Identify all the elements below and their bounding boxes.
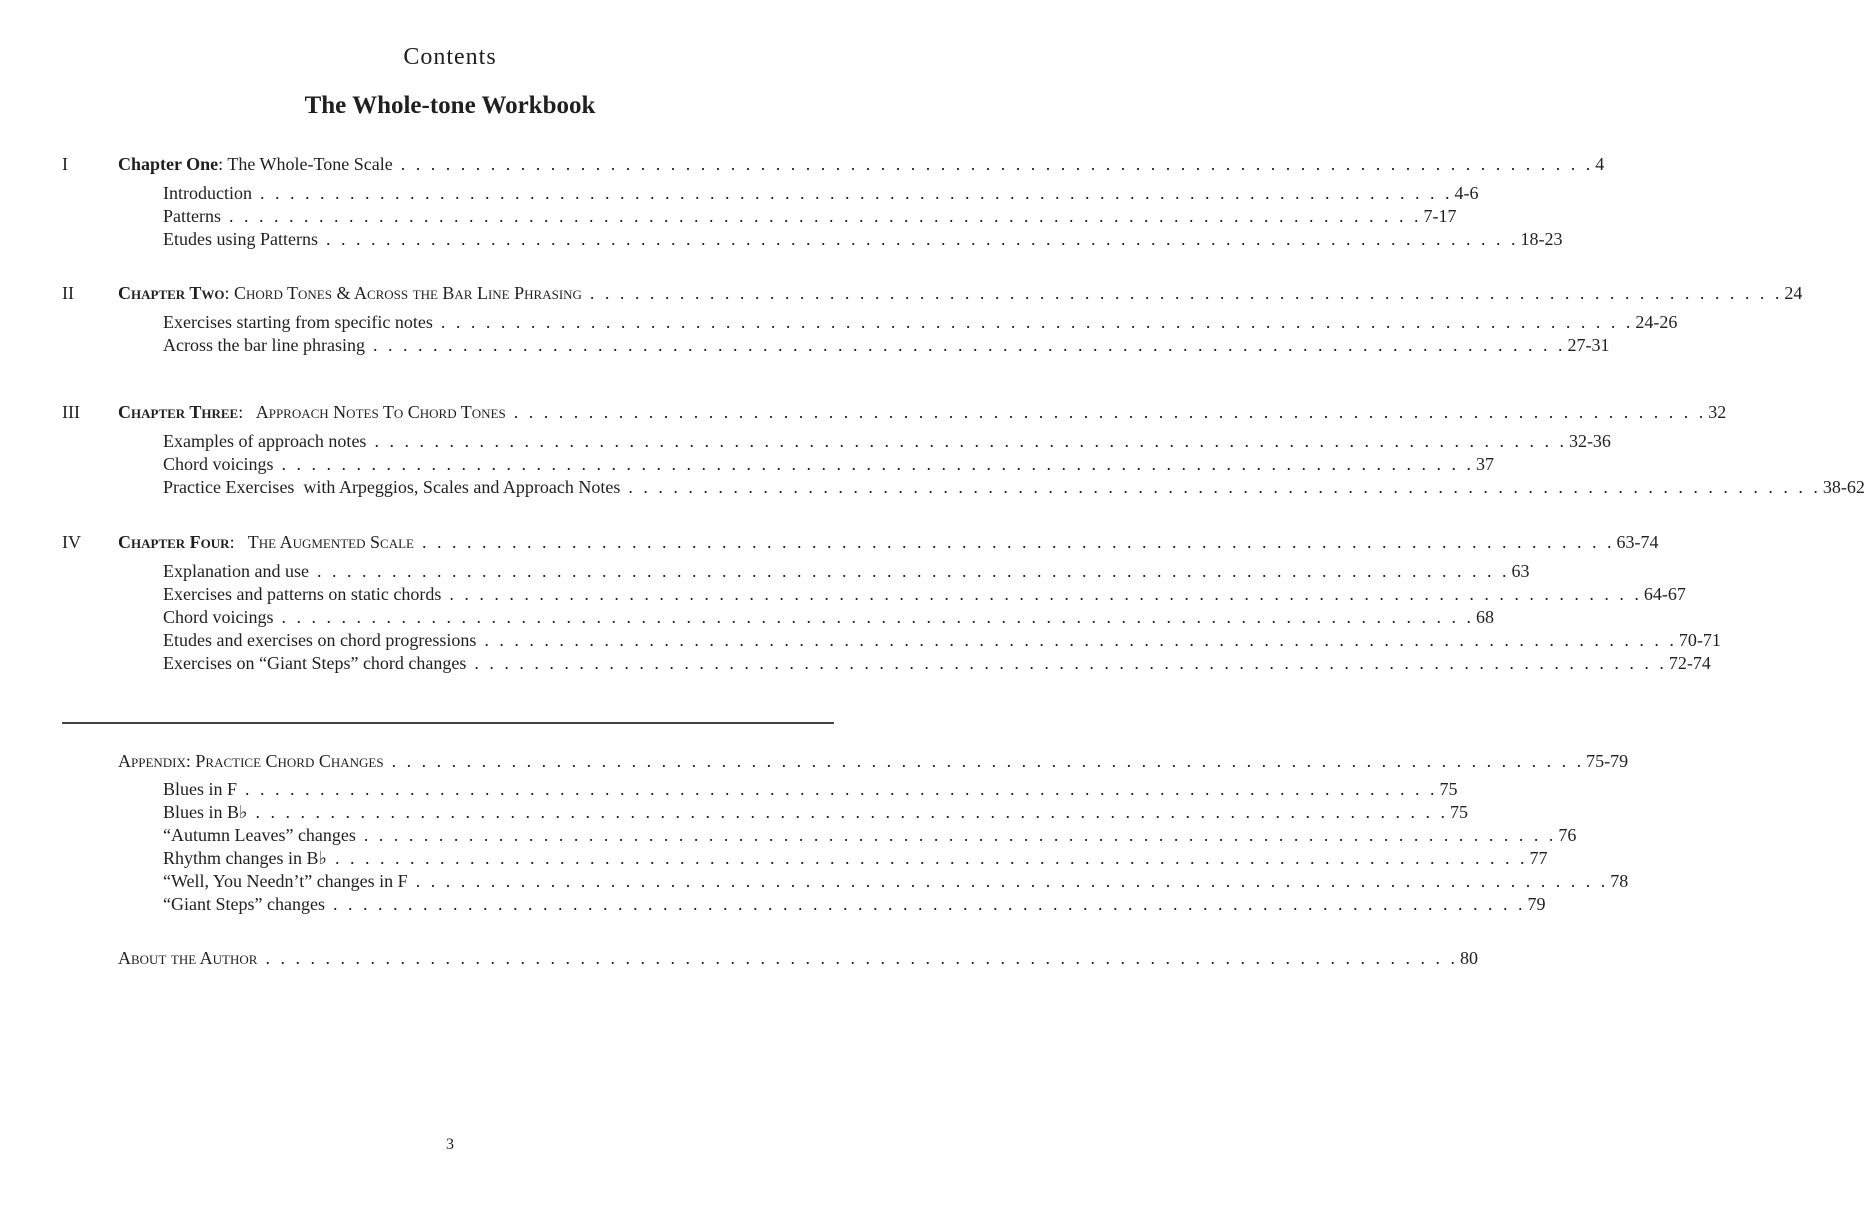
- toc-page-ref: 80: [1459, 948, 1478, 968]
- toc-leader-dots: . . . . . . . . . . . . . . . . . . . . . . . . . . . . . . . . . . . . . . . . . . . . . . . . . . . . . . . . . . . . . . . . . . . . . . . . . . . . . . . .: [391, 751, 1585, 771]
- toc-leader-dots: . . . . . . . . . . . . . . . . . . . . . . . . . . . . . . . . . . . . . . . . . . . . . . . . . . . . . . . . . . . . . . . . . . . . . . . . . . . . . . . .: [400, 154, 1594, 174]
- toc-leader-dots: . . . . . . . . . . . . . . . . . . . . . . . . . . . . . . . . . . . . . . . . . . . . . . . . . . . . . . . . . . . . . . . . . . . . . . . . . . . . . . . .: [513, 402, 1707, 422]
- toc-page-ref: 38-62: [1822, 477, 1865, 497]
- toc-entry-label: Practice Exercises with Arpeggios, Scales and Approach Notes: [163, 477, 621, 497]
- toc-entry[interactable]: [163, 802, 1468, 825]
- toc-leader-dots: . . . . . . . . . . . . . . . . . . . . . . . . . . . . . . . . . . . . . . . . . . . . . . . . . . . . . . . . . . . . . . . . . . . . . . . . . . . . . . . .: [255, 802, 1448, 822]
- toc-leader-dots: . . . . . . . . . . . . . . . . . . . . . . . . . . . . . . . . . . . . . . . . . . . . . . . . . . . . . . . . . . . . . . . . . . . . . . . . . . . . . . . .: [628, 477, 1821, 497]
- toc-entry[interactable]: [163, 871, 1629, 894]
- toc-entry-label: Patterns: [163, 206, 221, 226]
- toc-entry[interactable]: [163, 848, 1548, 871]
- toc-entry-label: Introduction: [163, 183, 252, 203]
- toc-entry-label: Etudes using Patterns: [163, 229, 318, 249]
- toc-page-ref: 63: [1511, 561, 1530, 581]
- toc-entry-label: Blues in F: [163, 779, 238, 799]
- toc-page-ref: 37: [1476, 454, 1494, 474]
- toc-page-ref: 4: [1595, 154, 1605, 174]
- toc-entry[interactable]: [163, 653, 1711, 676]
- toc-entry[interactable]: [163, 561, 1530, 584]
- chapter-separator: :: [238, 402, 256, 422]
- page-number: 3: [446, 1136, 454, 1153]
- toc-leader-dots: . . . . . . . . . . . . . . . . . . . . . . . . . . . . . . . . . . . . . . . . . . . . . . . . . . . . . . . . . . . . . . . . . . . . . . . . . . . . . . . .: [265, 948, 1458, 968]
- chapter-separator: :: [218, 154, 228, 174]
- toc-leader-dots: . . . . . . . . . . . . . . . . . . . . . . . . . . . . . . . . . . . . . . . . . . . . . . . . . . . . . . . . . . . . . . . . . . . . . . . . . . . . . . . .: [326, 229, 1519, 249]
- toc-leader-dots: . . . . . . . . . . . . . . . . . . . . . . . . . . . . . . . . . . . . . . . . . . . . . . . . . . . . . . . . . . . . . . . . . . . . . . . . . . . . . . . .: [259, 183, 1453, 203]
- toc-leader-dots: . . . . . . . . . . . . . . . . . . . . . . . . . . . . . . . . . . . . . . . . . . . . . . . . . . . . . . . . . . . . . . . . . . . . . . . . . . . . . . . .: [334, 848, 1528, 868]
- toc-entry-label: Exercises and patterns on static chords: [163, 584, 442, 604]
- toc-chapter-label: [118, 532, 414, 553]
- toc-entry[interactable]: [163, 335, 1610, 358]
- toc-entry-label: “Well, You Needn’t” changes in F: [163, 871, 408, 891]
- toc-page-ref: 76: [1558, 825, 1577, 845]
- chapter-name: Chapter Two: [118, 283, 225, 303]
- toc-entry-label: Across the bar line phrasing: [163, 335, 365, 355]
- toc-entry[interactable]: [163, 431, 1611, 454]
- chapter-name: Chapter Three: [118, 402, 239, 422]
- toc-leader-dots: . . . . . . . . . . . . . . . . . . . . . . . . . . . . . . . . . . . . . . . . . . . . . . . . . . . . . . . . . . . . . . . . . . . . . . . . . . . . . . . .: [372, 335, 1566, 355]
- toc-leader-dots: . . . . . . . . . . . . . . . . . . . . . . . . . . . . . . . . . . . . . . . . . . . . . . . . . . . . . . . . . . . . . . . . . . . . . . . . . . . . . . . .: [449, 584, 1642, 604]
- toc-entry[interactable]: [163, 454, 1494, 477]
- chapter-subtitle: The Whole-Tone Scale: [227, 154, 393, 174]
- toc-page-ref: 75-79: [1586, 751, 1629, 771]
- toc-page-ref: 27-31: [1567, 335, 1610, 355]
- toc-entry-label: Exercises on “Giant Steps” chord changes: [163, 653, 467, 673]
- toc-chapter-label: [118, 283, 582, 304]
- toc-entry[interactable]: [163, 312, 1678, 335]
- toc-chapter-four[interactable]: [118, 532, 1659, 555]
- toc-page-ref: 24-26: [1635, 312, 1678, 332]
- toc-about-label: About the Author: [118, 948, 258, 968]
- toc-entry[interactable]: [163, 229, 1563, 252]
- chapter-numeral: III: [62, 402, 80, 422]
- chapter-numeral: IV: [62, 532, 81, 552]
- book-title: The Whole-tone Workbook: [304, 92, 596, 119]
- chapter-numeral: I: [62, 154, 68, 174]
- toc-entry[interactable]: [163, 607, 1494, 630]
- toc-entry[interactable]: [163, 779, 1458, 802]
- toc-leader-dots: . . . . . . . . . . . . . . . . . . . . . . . . . . . . . . . . . . . . . . . . . . . . . . . . . . . . . . . . . . . . . . . . . . . . . . . . . . . . . . . .: [281, 454, 1474, 474]
- toc-chapter-two[interactable]: [118, 283, 1803, 306]
- toc-entry[interactable]: [163, 206, 1457, 229]
- toc-entry-label: Etudes and exercises on chord progressions: [163, 630, 477, 650]
- toc-leader-dots: . . . . . . . . . . . . . . . . . . . . . . . . . . . . . . . . . . . . . . . . . . . . . . . . . . . . . . . . . . . . . . . . . . . . . . . . . . . . . . . .: [229, 206, 1422, 226]
- toc-entry-label: Examples of approach notes: [163, 431, 367, 451]
- toc-page-ref: 18-23: [1520, 229, 1563, 249]
- chapter-subtitle: Chord Tones & Across the Bar Line Phrasing: [233, 283, 582, 303]
- toc-page-ref: 72-74: [1668, 653, 1711, 673]
- toc-entry-label: Blues in B♭: [163, 802, 248, 822]
- toc-chapter-label: [118, 154, 393, 175]
- toc-leader-dots: . . . . . . . . . . . . . . . . . . . . . . . . . . . . . . . . . . . . . . . . . . . . . . . . . . . . . . . . . . . . . . . . . . . . . . . . . . . . . . . .: [415, 871, 1609, 891]
- toc-leader-dots: . . . . . . . . . . . . . . . . . . . . . . . . . . . . . . . . . . . . . . . . . . . . . . . . . . . . . . . . . . . . . . . . . . . . . . . . . . . . . . . .: [281, 607, 1474, 627]
- toc-leader-dots: . . . . . . . . . . . . . . . . . . . . . . . . . . . . . . . . . . . . . . . . . . . . . . . . . . . . . . . . . . . . . . . . . . . . . . . . . . . . . . . .: [316, 561, 1510, 581]
- toc-entry-label: “Autumn Leaves” changes: [163, 825, 356, 845]
- toc-page-ref: 32: [1708, 402, 1727, 422]
- toc-page-ref: 68: [1476, 607, 1494, 627]
- toc-entry-label: “Giant Steps” changes: [163, 894, 325, 914]
- toc-page-ref: 77: [1529, 848, 1548, 868]
- toc-entry[interactable]: [163, 825, 1577, 848]
- toc-entry[interactable]: [163, 477, 1865, 500]
- toc-leader-dots: . . . . . . . . . . . . . . . . . . . . . . . . . . . . . . . . . . . . . . . . . . . . . . . . . . . . . . . . . . . . . . . . . . . . . . . . . . . . . . . .: [363, 825, 1557, 845]
- chapter-separator: :: [224, 283, 234, 303]
- toc-page-ref: 70-71: [1678, 630, 1721, 650]
- toc-entry[interactable]: [163, 630, 1721, 653]
- toc-page-ref: 78: [1610, 871, 1629, 891]
- toc-entry-label: Chord voicings: [163, 454, 274, 474]
- toc-entry-label: Rhythm changes in B♭: [163, 848, 327, 868]
- toc-leader-dots: . . . . . . . . . . . . . . . . . . . . . . . . . . . . . . . . . . . . . . . . . . . . . . . . . . . . . . . . . . . . . . . . . . . . . . . . . . . . . . . .: [484, 630, 1677, 650]
- toc-leader-dots: . . . . . . . . . . . . . . . . . . . . . . . . . . . . . . . . . . . . . . . . . . . . . . . . . . . . . . . . . . . . . . . . . . . . . . . . . . . . . . . .: [245, 779, 1438, 799]
- toc-page-ref: 75: [1439, 779, 1458, 799]
- toc-page-ref: 75: [1450, 802, 1468, 822]
- chapter-subtitle: The Augmented Scale: [247, 532, 414, 552]
- chapter-separator: :: [229, 532, 248, 552]
- toc-about-author[interactable]: [118, 948, 1478, 971]
- toc-chapter-label: [118, 402, 506, 423]
- chapter-name: Chapter One: [118, 154, 219, 174]
- page-heading: Contents: [403, 44, 497, 70]
- chapter-numeral: II: [62, 283, 74, 303]
- toc-chapter-three[interactable]: [118, 402, 1727, 425]
- toc-leader-dots: . . . . . . . . . . . . . . . . . . . . . . . . . . . . . . . . . . . . . . . . . . . . . . . . . . . . . . . . . . . . . . . . . . . . . . . . . . . . . . . .: [332, 894, 1526, 914]
- chapter-subtitle: Approach Notes To Chord Tones: [255, 402, 506, 422]
- toc-appendix-label: Appendix: Practice Chord Changes: [118, 751, 384, 771]
- toc-page-ref: 32-36: [1568, 431, 1611, 451]
- toc-page-ref: 63-74: [1616, 532, 1659, 552]
- toc-entry-label: Chord voicings: [163, 607, 274, 627]
- toc-leader-dots: . . . . . . . . . . . . . . . . . . . . . . . . . . . . . . . . . . . . . . . . . . . . . . . . . . . . . . . . . . . . . . . . . . . . . . . . . . . . . . . .: [440, 312, 1634, 332]
- toc-entry-label: Exercises starting from specific notes: [163, 312, 433, 332]
- toc-page-ref: 7-17: [1423, 206, 1457, 226]
- toc-leader-dots: . . . . . . . . . . . . . . . . . . . . . . . . . . . . . . . . . . . . . . . . . . . . . . . . . . . . . . . . . . . . . . . . . . . . . . . . . . . . . . . .: [474, 653, 1667, 673]
- toc-entry[interactable]: [163, 584, 1686, 607]
- toc-leader-dots: . . . . . . . . . . . . . . . . . . . . . . . . . . . . . . . . . . . . . . . . . . . . . . . . . . . . . . . . . . . . . . . . . . . . . . . . . . . . . . . .: [374, 431, 1567, 451]
- toc-appendix[interactable]: [118, 751, 1629, 774]
- toc-entry[interactable]: [163, 183, 1479, 206]
- toc-page-ref: 79: [1527, 894, 1546, 914]
- section-divider: [62, 722, 834, 724]
- toc-leader-dots: . . . . . . . . . . . . . . . . . . . . . . . . . . . . . . . . . . . . . . . . . . . . . . . . . . . . . . . . . . . . . . . . . . . . . . . . . . . . . . . .: [421, 532, 1615, 552]
- toc-leader-dots: . . . . . . . . . . . . . . . . . . . . . . . . . . . . . . . . . . . . . . . . . . . . . . . . . . . . . . . . . . . . . . . . . . . . . . . . . . . . . . . .: [589, 283, 1783, 303]
- toc-page-ref: 4-6: [1454, 183, 1479, 203]
- toc-entry[interactable]: [163, 894, 1546, 917]
- chapter-name: Chapter Four: [118, 532, 230, 552]
- toc-chapter-one[interactable]: [118, 154, 1605, 177]
- toc-entry-label: Explanation and use: [163, 561, 309, 581]
- toc-page-ref: 24: [1784, 283, 1803, 303]
- toc-page-ref: 64-67: [1643, 584, 1686, 604]
